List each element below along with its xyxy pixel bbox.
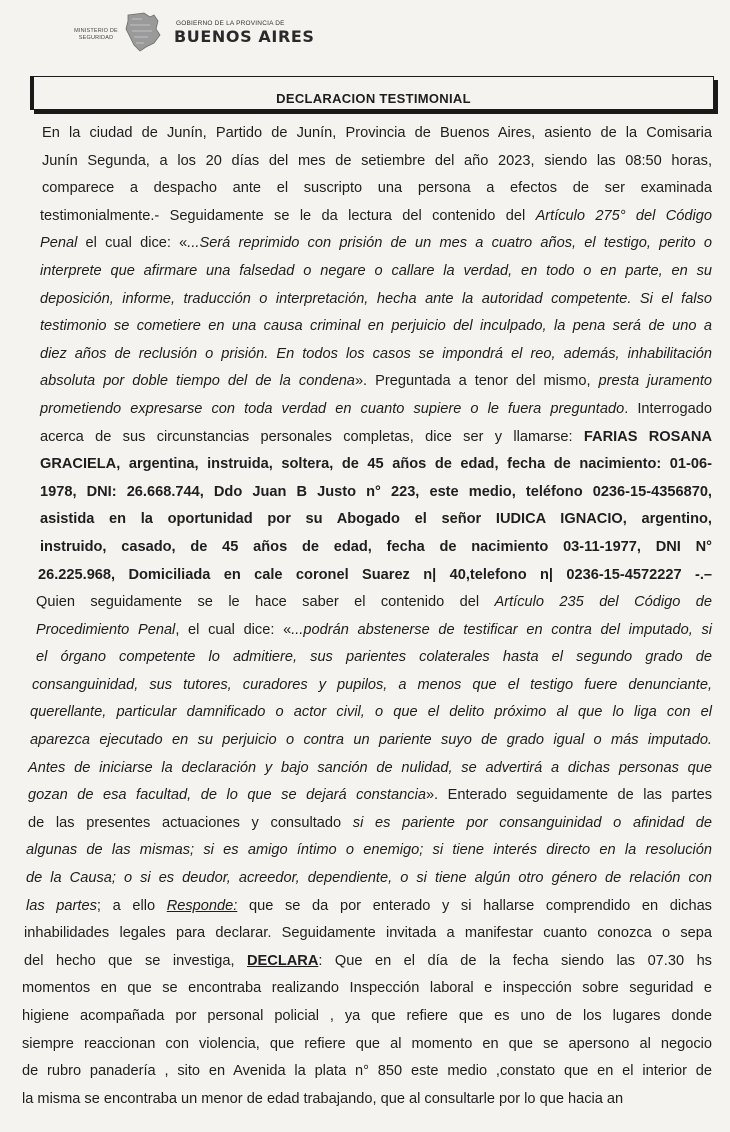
text-line [22, 975, 712, 1003]
text-line [22, 893, 712, 921]
title-box [30, 76, 714, 110]
text-line [22, 837, 712, 865]
text-segment: Procedimiento Penal [36, 621, 176, 638]
text-segment: que se da por enterado y si hallarse comprendido en dichas [237, 897, 712, 914]
text-segment: testimonialmente.- Seguidamente se le da lectura del contenido del [40, 207, 536, 224]
text-segment: instruido, casado, de 45 años de edad, fecha de nacimiento 03-11-1977, DNI N° [40, 538, 712, 555]
text-segment: 26.225.968, Domiciliada en cale coronel Suarez n| 40,telefono n| 0236-15-4572227 -.– [38, 566, 712, 583]
text-line [22, 589, 712, 617]
text-segment: : Que en el día de la fecha siendo las 07.30 hs [318, 952, 712, 969]
text-line [22, 479, 712, 507]
text-segment: diez años de reclusión o prisión. En todos los casos se impondrá el reo, además, inhabilitación [40, 345, 712, 362]
text-line [22, 865, 712, 893]
province-map-logo [120, 9, 164, 53]
text-line [22, 810, 712, 838]
text-line [22, 203, 712, 231]
text-segment: , el cual dice: « [175, 621, 292, 638]
text-line [22, 313, 712, 341]
text-line [22, 534, 712, 562]
letterhead [40, 6, 420, 54]
text-segment: si es pariente por consanguinidad o afinidad de [352, 814, 712, 831]
text-segment: GRACIELA, argentina, instruida, soltera, de 45 años de edad, fecha de nacimiento: 01-06- [40, 456, 712, 473]
text-segment: gozan de esa facultad, de lo que se dejará constancia [28, 787, 426, 804]
text-segment: ; a ello [96, 897, 167, 914]
text-line [22, 699, 712, 727]
text-segment: el órgano competente lo admitiere, sus parientes colaterales hasta el segundo grado de [36, 649, 712, 666]
text-segment: prometiendo expresarse con toda verdad en cuanto supiere o le fuera preguntado [40, 400, 625, 417]
text-segment: FARIAS ROSANA [583, 428, 712, 445]
text-segment: absoluta por doble tiempo del de la condena [40, 373, 355, 390]
text-segment: En la ciudad de Junín, Partido de Junín, Provincia de Buenos Aires, asiento de la Comisaria [42, 125, 712, 141]
text-line [22, 755, 712, 783]
text-segment: de la Causa; o si es deudor, acreedor, dependiente, o si tiene algún otro género de relación con [26, 870, 712, 887]
text-segment: ...podrán abstenerse de testificar en contra del imputado, si [291, 621, 712, 638]
text-line [22, 948, 712, 976]
text-line [22, 506, 712, 534]
text-segment: testimonio se cometiere en una causa criminal en perjuicio del inculpado, la pena será de uno a [40, 318, 712, 335]
text-segment: de rubro panadería , sito en Avenida la plata n° 850 este medio ,constato que en el interior de [22, 1063, 712, 1080]
text-segment: del hecho que se investiga, [24, 952, 248, 969]
ministry-label: MINISTERIO DE SEGURIDAD [74, 28, 118, 41]
text-segment: comparece a despacho ante el suscripto una persona a efectos de ser examinada [42, 180, 712, 197]
text-line [22, 396, 712, 424]
text-line [22, 424, 712, 452]
text-line [22, 562, 712, 590]
text-segment: . Interrogado [624, 400, 712, 417]
text-line [22, 1058, 712, 1086]
text-segment: consanguinidad, sus tutores, curadores y pupilos, a menos que el testigo fuere denunciante, [32, 676, 712, 693]
text-segment: la misma se encontraba un menor de edad trabajando, que al consultarle por lo que hacia an [22, 1090, 624, 1107]
text-line [22, 617, 712, 645]
text-segment: presta juramento [598, 373, 712, 390]
text-segment: las partes [26, 897, 97, 914]
text-segment: ». Enterado seguidamente de las partes [425, 787, 712, 804]
text-line [22, 920, 712, 948]
text-line [22, 1086, 712, 1114]
text-segment: Penal [40, 235, 78, 252]
text-segment: DECLARA [247, 952, 319, 969]
text-segment: Quien seguidamente se le hace saber el contenido del [36, 594, 495, 611]
text-segment: de las presentes actuaciones y consultado [28, 814, 353, 831]
text-segment: querellante, particular damnificado o actor civil, o que el delito próximo al que lo liga con el [30, 704, 712, 721]
text-segment: 1978, DNI: 26.668.744, Ddo Juan B Justo n° 223, este medio, teléfono 0236-15-4356870, [40, 483, 712, 500]
declaration-body [22, 120, 712, 1113]
text-line [22, 120, 712, 148]
text-line [22, 258, 712, 286]
text-line [22, 341, 712, 369]
text-segment: aparezca ejecutado en su perjuicio o contra un pariente suyo de grado igual o más imputado. [30, 732, 712, 749]
text-segment: Antes de iniciarse la declaración y bajo sanción de nulidad, se advertirá a dichas personas que [28, 759, 712, 776]
text-segment: inhabilidades legales para declarar. Seguidamente invitada a manifestar cuanto conozca o sepa [24, 925, 712, 942]
text-line [22, 644, 712, 672]
text-segment: ». Preguntada a tenor del mismo, [354, 373, 599, 390]
text-segment: interprete que afirmare una falsedad o negare o callare la verdad, en todo o en parte, en su [40, 262, 712, 279]
text-line [22, 230, 712, 258]
text-segment: deposición, informe, traducción o interpretación, hecha ante la autoridad competente. Si el falso [40, 290, 712, 307]
text-segment: Responde: [166, 897, 238, 914]
text-line [22, 727, 712, 755]
province-name: BUENOS AIRES [174, 27, 315, 46]
text-segment: Artículo 275° del Código [535, 207, 712, 224]
text-segment: acerca de sus circunstancias personales completas, dice ser y llamarse: [40, 428, 584, 445]
text-line [22, 175, 712, 203]
government-label: GOBIERNO DE LA PROVINCIA DE [176, 20, 285, 27]
text-line [22, 782, 712, 810]
text-line [22, 368, 712, 396]
text-line [22, 451, 712, 479]
text-segment: asistida en la oportunidad por su Abogado el señor IUDICA IGNACIO, argentino, [40, 511, 712, 528]
text-segment: algunas de las mismas; si es amigo íntimo o enemigo; si tiene interés directo en la resolución [26, 842, 712, 859]
text-segment: el cual dice: « [77, 235, 188, 252]
text-line [22, 1003, 712, 1031]
text-segment: ...Será reprimido con prisión de un mes a cuatro años, el testigo, perito o [187, 235, 712, 252]
text-segment: Artículo 235 del Código de [494, 594, 712, 611]
text-line [22, 672, 712, 700]
text-segment: higiene acompañada por personal policial , ya que refiere que es uno de los lugares donde [22, 1008, 712, 1024]
text-line [22, 1031, 712, 1059]
document-title: DECLARACION TESTIMONIAL [276, 91, 471, 106]
text-segment: momentos en que se encontraba realizando Inspección laboral e inspección sobre seguridad e [22, 980, 712, 997]
text-segment: Junín Segunda, a los 20 días del mes de setiembre del año 2023, siendo las 08:50 horas, [42, 152, 712, 169]
text-line [22, 148, 712, 176]
text-line [22, 286, 712, 314]
text-segment: siempre reaccionan con violencia, que refiere que al momento en que se apersono al negocio [22, 1035, 712, 1052]
